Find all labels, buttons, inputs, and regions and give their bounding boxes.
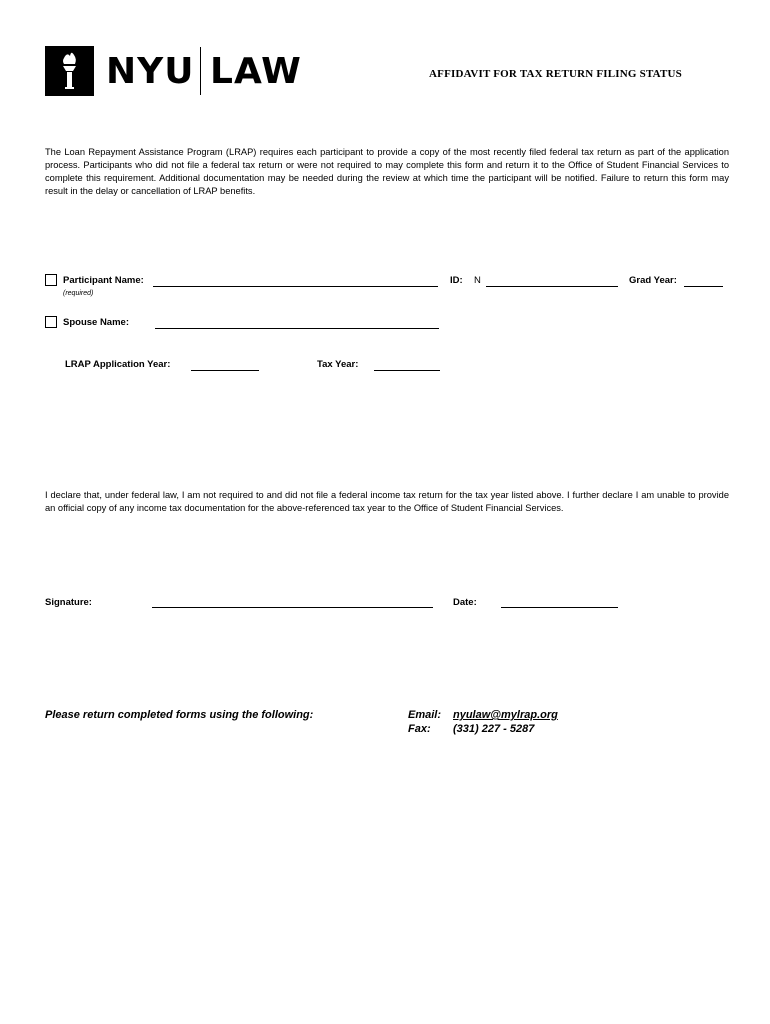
grad-year-label: Grad Year:	[629, 275, 677, 286]
id-prefix: N	[474, 275, 481, 286]
required-note: (required)	[63, 290, 94, 297]
participant-name-label: Participant Name:	[63, 275, 144, 286]
id-label: ID:	[450, 275, 463, 286]
logo-text-law: LAW	[210, 51, 302, 92]
email-label: Email:	[408, 709, 442, 721]
grad-year-field[interactable]	[684, 286, 723, 287]
application-year-label: LRAP Application Year:	[65, 359, 171, 370]
tax-year-field[interactable]	[374, 370, 440, 371]
signature-field[interactable]	[152, 607, 433, 608]
torch-icon	[45, 46, 94, 96]
spouse-name-label: Spouse Name:	[63, 317, 129, 328]
return-instruction: Please return completed forms using the following:	[45, 709, 314, 721]
spouse-name-field[interactable]	[155, 328, 439, 329]
participant-name-field[interactable]	[153, 286, 438, 287]
logo-divider	[200, 47, 201, 95]
participant-checkbox[interactable]	[45, 274, 57, 286]
signature-label: Signature:	[45, 597, 92, 608]
spouse-checkbox[interactable]	[45, 316, 57, 328]
date-label: Date:	[453, 597, 477, 608]
declaration-paragraph: I declare that, under federal law, I am not required to and did not file a federal income tax return for the tax year listed above. I further declare I am unable to provide an official copy of any income tax documentation for the above-referenced tax year to the Office of Student Financial Services.	[45, 490, 729, 513]
fax-label: Fax:	[408, 723, 431, 735]
intro-paragraph: The Loan Repayment Assistance Program (LRAP) requires each participant to provide a copy of the most recently filed federal tax return as part of the application process. Participants who did not file a federal tax return or were not required to may complete this form and return it to the Office of Student Financial Services to complete this requirement. Additional documentation may be needed during the review at which time the participant will be notified. Failure to return this form may result in the delay or cancellation of LRAP benefits.	[45, 147, 729, 196]
date-field[interactable]	[501, 607, 618, 608]
email-link[interactable]: nyulaw@mylrap.org	[453, 709, 558, 721]
document-title: AFFIDAVIT FOR TAX RETURN FILING STATUS	[429, 68, 683, 80]
logo-text-nyu: NYU	[106, 51, 195, 92]
nyu-torch-logo	[45, 46, 94, 96]
tax-year-label: Tax Year:	[317, 359, 359, 370]
id-field[interactable]	[486, 286, 618, 287]
application-year-field[interactable]	[191, 370, 259, 371]
fax-number: (331) 227 - 5287	[453, 723, 535, 735]
